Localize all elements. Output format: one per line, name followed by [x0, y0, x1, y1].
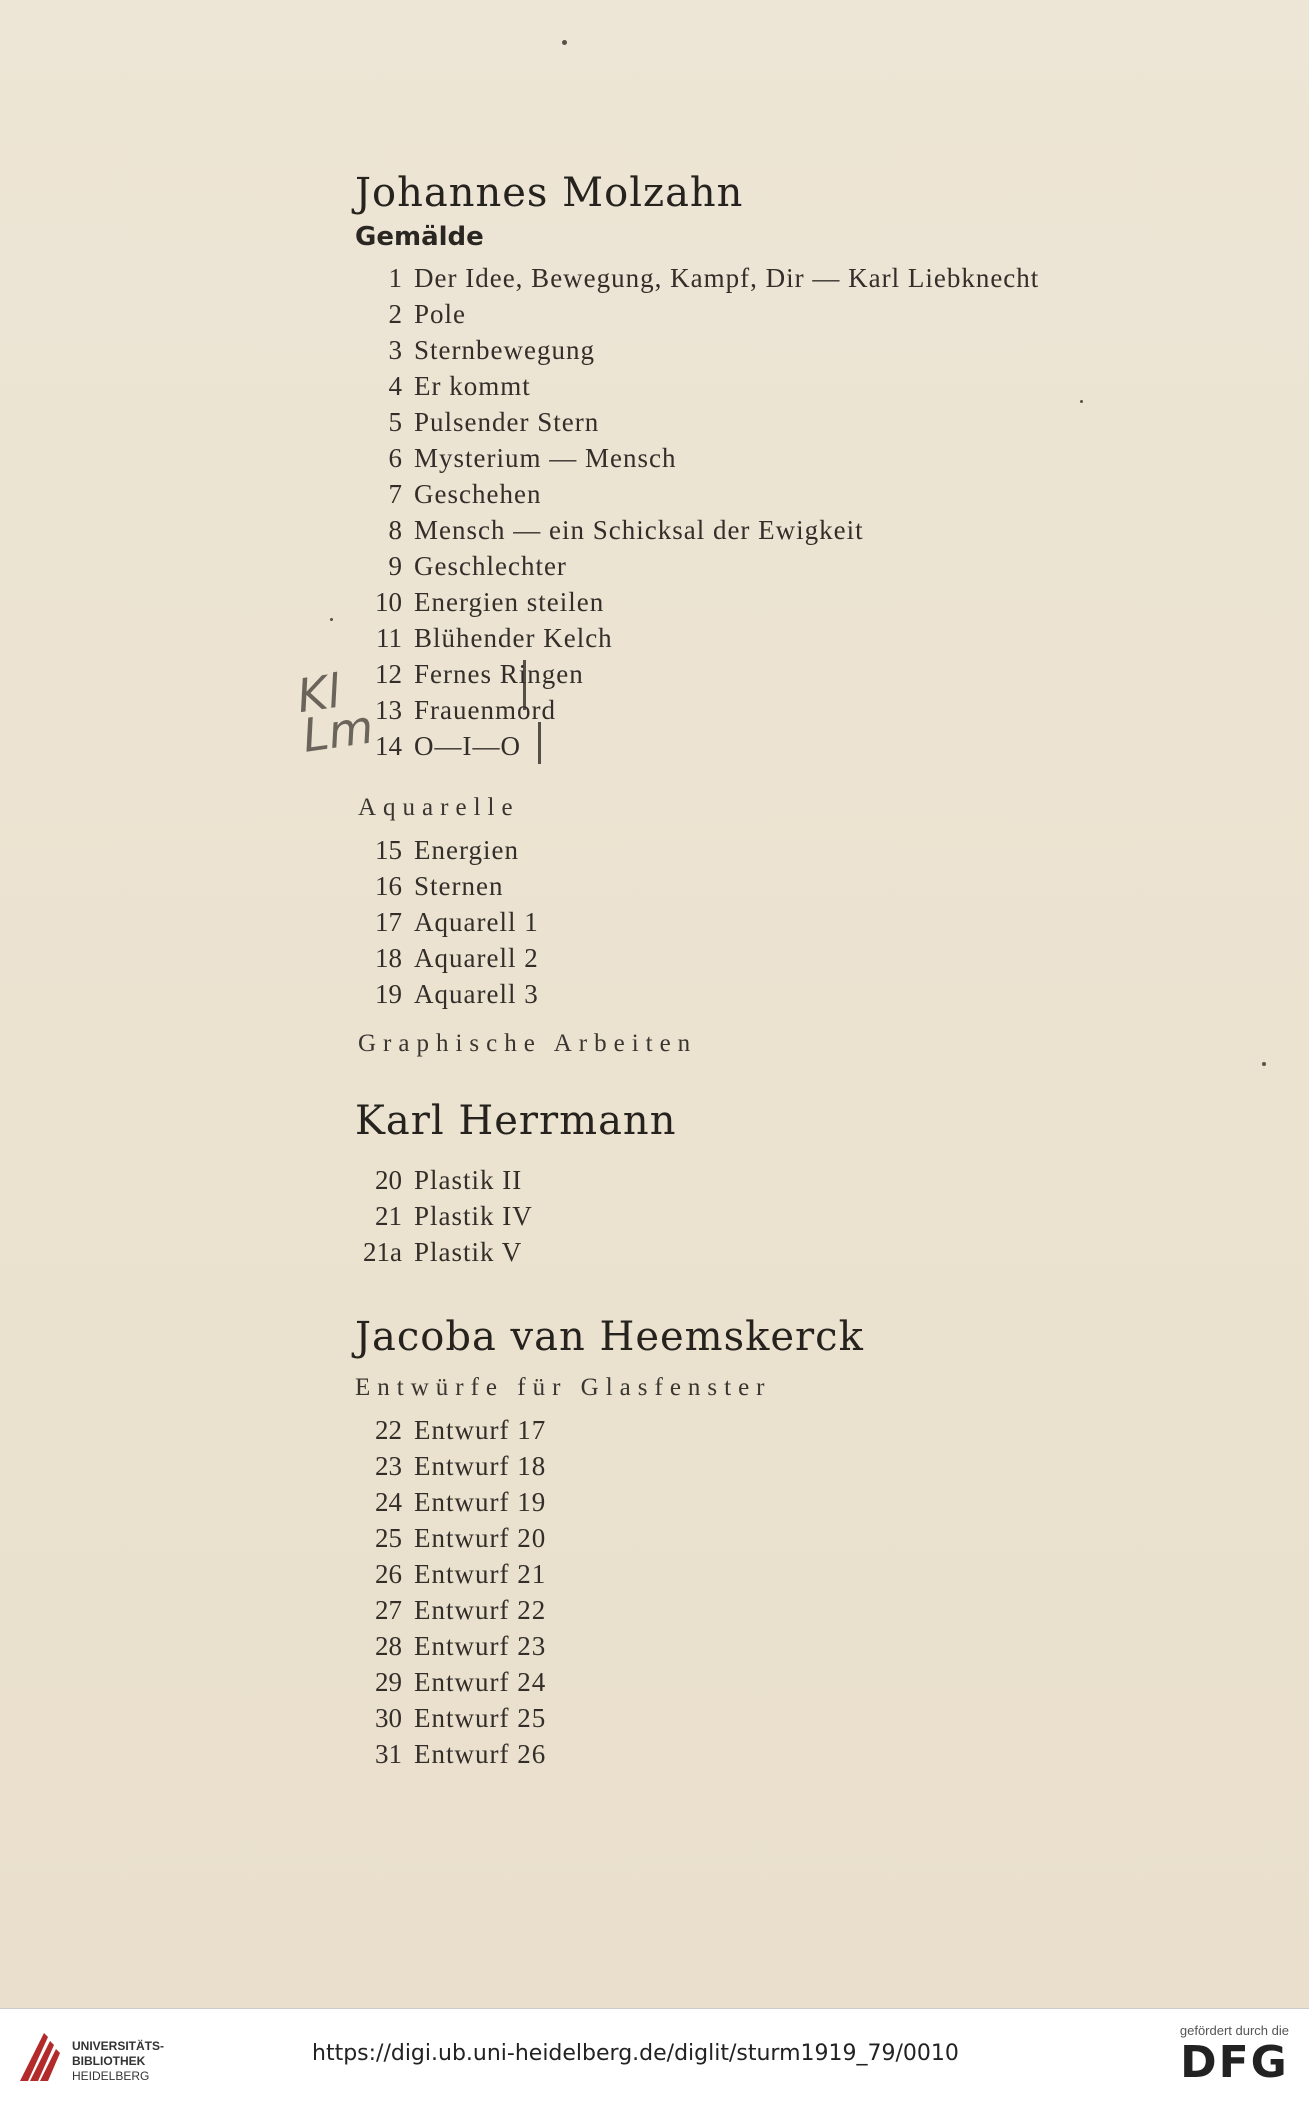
work-item: [355, 1556, 1255, 1592]
work-item: [355, 404, 1255, 440]
work-number: 22: [375, 1415, 402, 1445]
work-title: Aquarell 2: [414, 943, 539, 973]
work-item: [355, 656, 1255, 692]
ink-speck: [562, 40, 567, 45]
work-title: Entwurf 20: [414, 1523, 547, 1553]
work-number: 26: [375, 1559, 402, 1589]
work-item: [355, 548, 1255, 584]
work-title: Mysterium — Mensch: [414, 443, 677, 473]
work-item: [355, 1628, 1255, 1664]
work-title: Entwurf 21: [414, 1559, 547, 1589]
section-heemskerck: [355, 1314, 1255, 1772]
work-item: [355, 904, 1255, 940]
permalink-url[interactable]: https://digi.ub.uni-heidelberg.de/diglit/sturm1919_79/0010: [312, 2041, 959, 2066]
work-item: [355, 1198, 1255, 1234]
work-number: 21a: [363, 1237, 402, 1267]
work-number: 12: [375, 659, 402, 689]
artist-name: Karl Herrmann: [355, 1098, 677, 1144]
work-item: [355, 976, 1255, 1012]
work-item: [355, 1234, 1255, 1270]
work-title: Geschlechter: [414, 551, 567, 581]
work-item: [355, 868, 1255, 904]
work-item: [355, 940, 1255, 976]
work-number: 20: [375, 1165, 402, 1195]
work-title: Aquarell 3: [414, 979, 539, 1009]
work-item: [355, 1448, 1255, 1484]
artist-name: Jacoba van Heemskerck: [355, 1314, 864, 1360]
work-title: Entwurf 19: [414, 1487, 547, 1517]
work-title: Plastik V: [414, 1237, 523, 1267]
work-item: [355, 1520, 1255, 1556]
work-title: Pole: [414, 299, 467, 329]
dfg-logo: DFG: [1180, 2037, 1289, 2088]
work-item: [355, 260, 1255, 296]
work-title: Frauenmord: [414, 695, 556, 725]
library-line: BIBLIOTHEK: [72, 2054, 146, 2068]
work-title: Er kommt: [414, 371, 531, 401]
work-number: 16: [375, 871, 402, 901]
work-title: Plastik IV: [414, 1201, 533, 1231]
work-item: [355, 1700, 1255, 1736]
work-item: [355, 332, 1255, 368]
work-item: [355, 476, 1255, 512]
work-item: [355, 1162, 1255, 1198]
work-item: [355, 1592, 1255, 1628]
section-herrmann: [355, 1098, 1255, 1270]
work-number: 7: [388, 479, 402, 509]
work-number: 2: [388, 299, 402, 329]
work-number: 14: [375, 731, 402, 761]
work-number: 19: [375, 979, 402, 1009]
work-title: Sternen: [414, 871, 504, 901]
work-item: [355, 584, 1255, 620]
work-title: O—I—O: [414, 731, 521, 761]
work-item: [355, 1484, 1255, 1520]
work-item: [355, 1412, 1255, 1448]
works-list-herrmann: [355, 1162, 1255, 1270]
section-molzahn: [355, 170, 1255, 1058]
artist-name: Johannes Molzahn: [355, 170, 744, 216]
work-number: 18: [375, 943, 402, 973]
work-item: [355, 620, 1255, 656]
category-heading: Entwürfe für Glasfenster: [355, 1374, 772, 1401]
work-number: 30: [375, 1703, 402, 1733]
work-number: 5: [388, 407, 402, 437]
work-title: Plastik II: [414, 1165, 523, 1195]
work-number: 28: [375, 1631, 402, 1661]
funded-by-label: gefördert durch die: [1179, 2023, 1289, 2038]
work-title: Der Idee, Bewegung, Kampf, Dir — Karl Liebknecht: [414, 263, 1040, 293]
work-number: 24: [375, 1487, 402, 1517]
work-number: 25: [375, 1523, 402, 1553]
work-item: [355, 1736, 1255, 1772]
work-title: Energien steilen: [414, 587, 605, 617]
works-list-aquarelle: [355, 832, 1255, 1012]
ub-heidelberg-logo-icon: [14, 2027, 62, 2087]
work-item: [355, 728, 1255, 764]
work-title: Sternbewegung: [414, 335, 595, 365]
work-title: Fernes Ringen: [414, 659, 584, 689]
library-line: HEIDELBERG: [72, 2069, 150, 2083]
work-number: 15: [375, 835, 402, 865]
work-number: 29: [375, 1667, 402, 1697]
category-heading: Aquarelle: [358, 794, 520, 821]
work-item: [355, 512, 1255, 548]
work-title: Mensch — ein Schicksal der Ewigkeit: [414, 515, 864, 545]
work-item: [355, 1664, 1255, 1700]
work-number: 10: [375, 587, 402, 617]
category-heading: Graphische Arbeiten: [358, 1030, 698, 1057]
work-number: 17: [375, 907, 402, 937]
work-title: Entwurf 25: [414, 1703, 547, 1733]
work-number: 3: [388, 335, 402, 365]
work-title: Entwurf 18: [414, 1451, 547, 1481]
funding-credit: [1180, 2023, 1289, 2088]
work-number: 23: [375, 1451, 402, 1481]
work-item: [355, 440, 1255, 476]
work-number: 1: [388, 263, 402, 293]
library-line: UNIVERSITÄTS-: [72, 2039, 165, 2053]
work-title: Entwurf 17: [414, 1415, 547, 1445]
ink-speck: [1262, 1062, 1266, 1066]
work-title: Entwurf 24: [414, 1667, 547, 1697]
works-list-gemaelde: [355, 260, 1255, 764]
work-number: 11: [376, 623, 402, 653]
work-title: Energien: [414, 835, 519, 865]
work-number: 13: [375, 695, 402, 725]
ink-speck: [330, 618, 333, 621]
work-number: 27: [375, 1595, 402, 1625]
catalogue-content: [355, 170, 1255, 1772]
work-number: 6: [388, 443, 402, 473]
work-title: Entwurf 26: [414, 1739, 547, 1769]
works-list-heemskerck: [355, 1412, 1255, 1772]
category-heading: Gemälde: [355, 222, 484, 252]
library-name: [72, 2039, 164, 2084]
footer-bar: [0, 2008, 1309, 2103]
handwritten-annotation: Kl Lm: [293, 663, 377, 763]
work-title: Blühender Kelch: [414, 623, 613, 653]
work-number: 8: [388, 515, 402, 545]
work-item: [355, 692, 1255, 728]
work-title: Entwurf 23: [414, 1631, 547, 1661]
work-title: Aquarell 1: [414, 907, 539, 937]
work-title: Pulsender Stern: [414, 407, 600, 437]
work-item: [355, 296, 1255, 332]
work-title: Entwurf 22: [414, 1595, 547, 1625]
work-title: Geschehen: [414, 479, 542, 509]
work-number: 31: [375, 1739, 402, 1769]
work-number: 21: [375, 1201, 402, 1231]
work-item: [355, 368, 1255, 404]
work-number: 4: [388, 371, 402, 401]
work-item: [355, 832, 1255, 868]
work-number: 9: [388, 551, 402, 581]
